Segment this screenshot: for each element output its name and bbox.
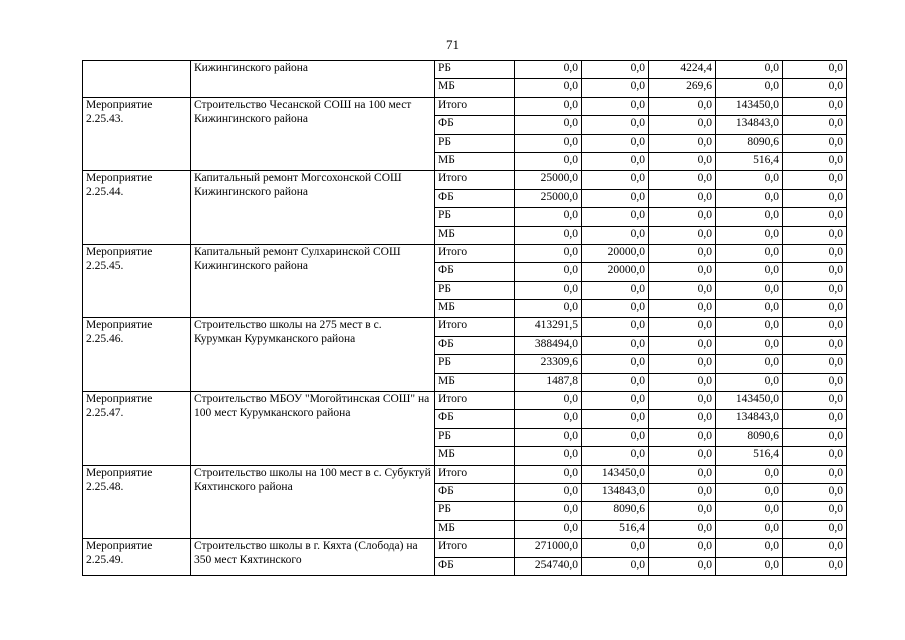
value-cell: 0,0 (716, 465, 783, 483)
value-cell: 0,0 (649, 300, 716, 318)
value-cell: 388494,0 (515, 336, 582, 354)
value-cell: 0,0 (649, 336, 716, 354)
value-cell: 0,0 (783, 152, 847, 170)
table-row (83, 318, 847, 336)
value-cell: 0,0 (783, 520, 847, 538)
value-cell: 0,0 (716, 226, 783, 244)
value-cell: 0,0 (783, 208, 847, 226)
value-cell: 0,0 (716, 61, 783, 79)
funding-source-cell: Итого (435, 539, 515, 557)
activity-name-cell: Строительство МБОУ "Могойтинская СОШ" на 100 мест Курумканского района (191, 392, 435, 466)
funding-source-cell: ФБ (435, 336, 515, 354)
value-cell: 0,0 (582, 447, 649, 465)
value-cell: 0,0 (716, 355, 783, 373)
value-cell: 0,0 (783, 483, 847, 501)
value-cell: 0,0 (649, 410, 716, 428)
funding-source-cell: МБ (435, 373, 515, 391)
value-cell: 0,0 (716, 300, 783, 318)
value-cell: 134843,0 (582, 483, 649, 501)
value-cell: 0,0 (716, 539, 783, 557)
value-cell: 0,0 (716, 208, 783, 226)
funding-source-cell: Итого (435, 318, 515, 336)
value-cell: 143450,0 (716, 97, 783, 115)
value-cell: 0,0 (515, 263, 582, 281)
funding-source-cell: МБ (435, 520, 515, 538)
value-cell: 0,0 (783, 336, 847, 354)
table-body (83, 61, 847, 576)
value-cell: 0,0 (515, 79, 582, 97)
value-cell: 0,0 (649, 539, 716, 557)
value-cell: 269,6 (649, 79, 716, 97)
value-cell: 0,0 (783, 134, 847, 152)
funding-source-cell: МБ (435, 226, 515, 244)
value-cell: 0,0 (582, 116, 649, 134)
value-cell: 0,0 (783, 392, 847, 410)
value-cell: 0,0 (582, 428, 649, 446)
value-cell: 0,0 (783, 300, 847, 318)
value-cell: 0,0 (515, 428, 582, 446)
value-cell: 0,0 (783, 61, 847, 79)
funding-source-cell: РБ (435, 355, 515, 373)
value-cell: 0,0 (649, 392, 716, 410)
value-cell: 0,0 (649, 502, 716, 520)
value-cell: 0,0 (515, 97, 582, 115)
value-cell: 0,0 (515, 483, 582, 501)
value-cell: 0,0 (716, 483, 783, 501)
value-cell: 0,0 (582, 336, 649, 354)
table-row (83, 97, 847, 115)
value-cell: 134843,0 (716, 116, 783, 134)
funding-source-cell: РБ (435, 208, 515, 226)
value-cell: 0,0 (582, 539, 649, 557)
funding-source-cell: МБ (435, 447, 515, 465)
value-cell: 0,0 (649, 373, 716, 391)
funding-source-cell: Итого (435, 392, 515, 410)
value-cell: 0,0 (649, 557, 716, 575)
funding-source-cell: РБ (435, 502, 515, 520)
funding-source-cell: ФБ (435, 263, 515, 281)
value-cell: 0,0 (649, 318, 716, 336)
budget-table (82, 60, 847, 576)
value-cell: 0,0 (783, 428, 847, 446)
funding-source-cell: МБ (435, 79, 515, 97)
value-cell: 0,0 (582, 226, 649, 244)
activity-id-cell: Мероприятие 2.25.46. (83, 318, 191, 392)
value-cell: 20000,0 (582, 244, 649, 262)
value-cell: 0,0 (582, 134, 649, 152)
table-row (83, 244, 847, 262)
funding-source-cell: Итого (435, 97, 515, 115)
value-cell: 0,0 (783, 97, 847, 115)
value-cell: 0,0 (649, 226, 716, 244)
value-cell: 0,0 (515, 520, 582, 538)
value-cell: 0,0 (716, 318, 783, 336)
value-cell: 0,0 (649, 428, 716, 446)
value-cell: 0,0 (649, 134, 716, 152)
value-cell: 413291,5 (515, 318, 582, 336)
funding-source-cell: ФБ (435, 189, 515, 207)
value-cell: 0,0 (582, 557, 649, 575)
value-cell: 0,0 (582, 189, 649, 207)
funding-source-cell: ФБ (435, 483, 515, 501)
value-cell: 25000,0 (515, 189, 582, 207)
value-cell: 0,0 (649, 281, 716, 299)
funding-source-cell: ФБ (435, 557, 515, 575)
funding-source-cell: ФБ (435, 116, 515, 134)
value-cell: 0,0 (783, 447, 847, 465)
value-cell: 0,0 (515, 281, 582, 299)
value-cell: 0,0 (515, 208, 582, 226)
activity-id-cell: Мероприятие 2.25.48. (83, 465, 191, 539)
value-cell: 0,0 (582, 171, 649, 189)
value-cell: 25000,0 (515, 171, 582, 189)
value-cell: 0,0 (783, 410, 847, 428)
value-cell: 0,0 (582, 61, 649, 79)
value-cell: 0,0 (716, 189, 783, 207)
value-cell: 516,4 (716, 447, 783, 465)
value-cell: 516,4 (582, 520, 649, 538)
value-cell: 0,0 (515, 134, 582, 152)
table-row (83, 539, 847, 557)
value-cell: 134843,0 (716, 410, 783, 428)
value-cell: 271000,0 (515, 539, 582, 557)
value-cell: 0,0 (649, 152, 716, 170)
value-cell: 0,0 (783, 79, 847, 97)
value-cell: 8090,6 (716, 428, 783, 446)
activity-id-cell: Мероприятие 2.25.43. (83, 97, 191, 171)
activity-name-cell: Строительство школы на 275 мест в с. Курумкан Курумканского района (191, 318, 435, 392)
activity-name-cell: Кижингинского района (191, 61, 435, 98)
value-cell: 0,0 (783, 281, 847, 299)
value-cell: 0,0 (783, 355, 847, 373)
value-cell: 0,0 (783, 539, 847, 557)
value-cell: 0,0 (716, 79, 783, 97)
activity-name-cell: Капитальный ремонт Могсохонской СОШ Кижингинского района (191, 171, 435, 245)
value-cell: 0,0 (582, 281, 649, 299)
funding-source-cell: Итого (435, 171, 515, 189)
value-cell: 0,0 (582, 152, 649, 170)
activity-id-cell: Мероприятие 2.25.44. (83, 171, 191, 245)
table-row (83, 61, 847, 79)
value-cell: 143450,0 (582, 465, 649, 483)
value-cell: 0,0 (783, 226, 847, 244)
value-cell: 0,0 (716, 557, 783, 575)
funding-source-cell: МБ (435, 300, 515, 318)
funding-source-cell: РБ (435, 281, 515, 299)
value-cell: 0,0 (716, 281, 783, 299)
value-cell: 20000,0 (582, 263, 649, 281)
value-cell: 0,0 (783, 502, 847, 520)
value-cell: 0,0 (783, 244, 847, 262)
value-cell: 0,0 (582, 410, 649, 428)
funding-source-cell: ФБ (435, 410, 515, 428)
funding-source-cell: Итого (435, 244, 515, 262)
value-cell: 0,0 (783, 171, 847, 189)
value-cell: 0,0 (649, 208, 716, 226)
funding-source-cell: РБ (435, 61, 515, 79)
funding-source-cell: МБ (435, 152, 515, 170)
activity-name-cell: Капитальный ремонт Сулхаринской СОШ Кижингинского района (191, 244, 435, 318)
value-cell: 0,0 (515, 410, 582, 428)
value-cell: 0,0 (716, 373, 783, 391)
value-cell: 0,0 (716, 263, 783, 281)
value-cell: 254740,0 (515, 557, 582, 575)
value-cell: 0,0 (515, 447, 582, 465)
value-cell: 0,0 (649, 244, 716, 262)
value-cell: 1487,8 (515, 373, 582, 391)
value-cell: 0,0 (649, 263, 716, 281)
value-cell: 0,0 (783, 557, 847, 575)
value-cell: 0,0 (716, 336, 783, 354)
value-cell: 8090,6 (716, 134, 783, 152)
activity-name-cell: Строительство школы в г. Кяхта (Слобода) на 350 мест Кяхтинского (191, 539, 435, 576)
value-cell: 0,0 (649, 116, 716, 134)
value-cell: 0,0 (582, 208, 649, 226)
value-cell: 0,0 (515, 502, 582, 520)
value-cell: 0,0 (649, 483, 716, 501)
value-cell: 0,0 (783, 263, 847, 281)
value-cell: 0,0 (649, 171, 716, 189)
value-cell: 0,0 (515, 116, 582, 134)
value-cell: 0,0 (649, 465, 716, 483)
value-cell: 516,4 (716, 152, 783, 170)
table-row (83, 465, 847, 483)
value-cell: 8090,6 (582, 502, 649, 520)
value-cell: 0,0 (783, 116, 847, 134)
value-cell: 0,0 (515, 244, 582, 262)
value-cell: 0,0 (783, 465, 847, 483)
value-cell: 0,0 (783, 373, 847, 391)
funding-source-cell: РБ (435, 428, 515, 446)
table-row (83, 171, 847, 189)
value-cell: 0,0 (582, 392, 649, 410)
value-cell: 0,0 (515, 152, 582, 170)
value-cell: 0,0 (515, 226, 582, 244)
value-cell: 0,0 (515, 392, 582, 410)
value-cell: 0,0 (649, 189, 716, 207)
value-cell: 0,0 (582, 300, 649, 318)
funding-source-cell: Итого (435, 465, 515, 483)
table-row (83, 392, 847, 410)
page-number: 71 (446, 37, 459, 52)
value-cell: 0,0 (515, 465, 582, 483)
value-cell: 0,0 (582, 79, 649, 97)
value-cell: 4224,4 (649, 61, 716, 79)
value-cell: 0,0 (716, 244, 783, 262)
value-cell: 0,0 (716, 502, 783, 520)
activity-id-cell (83, 61, 191, 98)
activity-name-cell: Строительство школы на 100 мест в с. Субуктуй Кяхтинского района (191, 465, 435, 539)
value-cell: 0,0 (649, 447, 716, 465)
activity-id-cell: Мероприятие 2.25.45. (83, 244, 191, 318)
funding-source-cell: РБ (435, 134, 515, 152)
value-cell: 0,0 (649, 97, 716, 115)
value-cell: 0,0 (582, 318, 649, 336)
value-cell: 0,0 (716, 171, 783, 189)
value-cell: 0,0 (649, 520, 716, 538)
value-cell: 0,0 (515, 300, 582, 318)
value-cell: 0,0 (582, 355, 649, 373)
value-cell: 0,0 (582, 373, 649, 391)
value-cell: 0,0 (649, 355, 716, 373)
value-cell: 0,0 (515, 61, 582, 79)
value-cell: 0,0 (783, 318, 847, 336)
activity-id-cell: Мероприятие 2.25.49. (83, 539, 191, 576)
value-cell: 0,0 (783, 189, 847, 207)
value-cell: 0,0 (582, 97, 649, 115)
value-cell: 0,0 (716, 520, 783, 538)
value-cell: 23309,6 (515, 355, 582, 373)
value-cell: 143450,0 (716, 392, 783, 410)
activity-id-cell: Мероприятие 2.25.47. (83, 392, 191, 466)
activity-name-cell: Строительство Чесанской СОШ на 100 мест Кижингинского района (191, 97, 435, 171)
